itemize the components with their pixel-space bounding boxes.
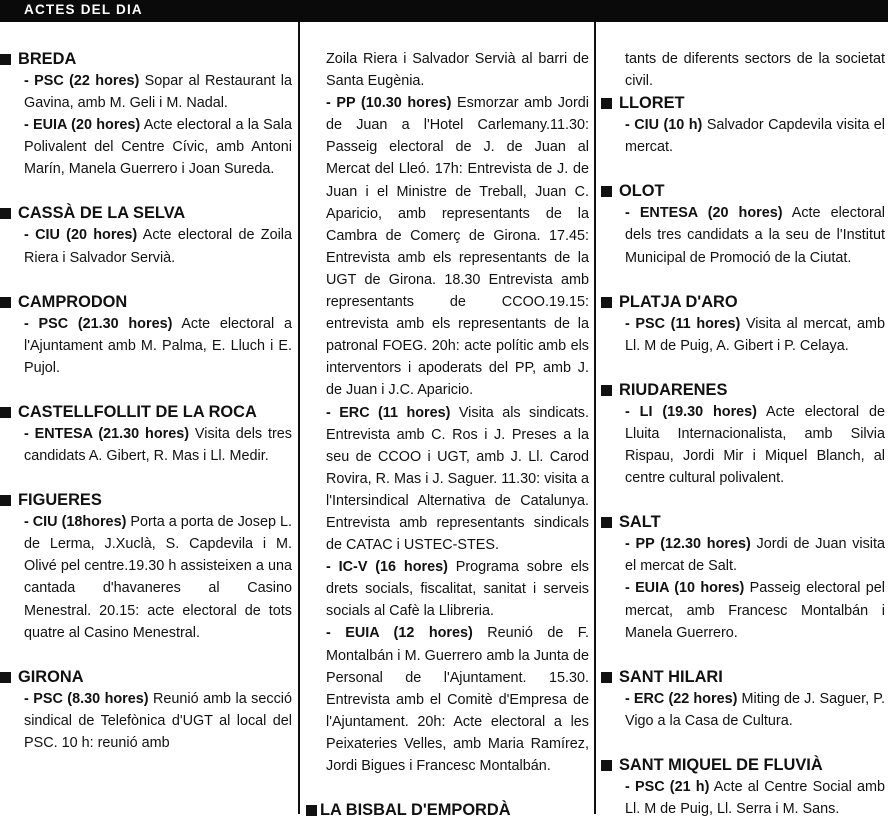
event-description: Programa sobre els drets socials, fiscalitat, sanitat i serveis socials al Cafè la Llibreria.: [326, 559, 589, 620]
event-description: Passeig electoral pel mercat, amb Francesc Montalbán i Manela Guerrero.: [625, 580, 885, 641]
event-entry: [306, 402, 589, 557]
spacer: [0, 180, 292, 202]
party-time-label: - ENTESA (20 hores): [625, 205, 783, 222]
event-entry: [306, 556, 589, 622]
event-description: Reunió amb la secció sindical de Telefònica d'UGT al local del PSC. 10 h: reunió amb: [24, 690, 292, 751]
spacer: [0, 269, 292, 291]
event-entry: [0, 114, 292, 180]
event-description: Salvador Capdevila visita el mercat.: [625, 117, 885, 156]
event-entry: [0, 511, 292, 644]
party-time-label: - CIU (10 h): [625, 117, 703, 134]
town-heading-castellfollit-de-la-roca: CASTELLFOLLIT DE LA ROCA: [0, 401, 292, 423]
spacer: [601, 644, 885, 666]
party-time-label: - EUIA (20 hores): [24, 117, 141, 134]
event-entry: [306, 622, 589, 777]
spacer: [601, 732, 885, 754]
event-entry: [601, 202, 885, 268]
event-entry: [601, 688, 885, 732]
town-heading-platja-d-aro: PLATJA D'ARO: [601, 291, 885, 313]
event-description: Sopar al Restaurant la Gavina, amb M. Geli i M. Nadal.: [24, 73, 292, 112]
party-time-label: - PSC (8.30 hores): [24, 690, 149, 707]
continued-text: tants de diferents sectors de la societat civil.: [625, 51, 885, 90]
party-time-label: - PP (10.30 hores): [326, 95, 452, 112]
event-description: Acte electoral dels tres candidats a la seu de l'Institut Municipal de Promoció de la Ciutat.: [625, 205, 885, 266]
party-time-label: - ERC (22 hores): [625, 690, 738, 707]
town-heading-cassa-de-la-selva: CASSÀ DE LA SELVA: [0, 202, 292, 224]
event-description: Acte electoral de Zoila Riera i Salvador Servià.: [24, 227, 292, 266]
event-description: Reunió de F. Montalbán i M. Guerrero amb la Junta de Personal de l'Ajuntament. 15.30. Entrevista amb el Comitè d'Empresa de l'Ajuntament. 20h: Acte electoral a les Peixateries Velles, amb Maria Ramírez, Jordi Bigues i Francesc Montalbán.: [326, 625, 589, 774]
spacer: [0, 379, 292, 401]
party-time-label: - EUIA (10 hores): [625, 580, 745, 597]
town-heading-salt: SALT: [601, 511, 885, 533]
party-time-label: - PSC (21 h): [625, 778, 710, 795]
spacer: [601, 269, 885, 291]
event-entry: [306, 92, 589, 401]
town-heading-girona: GIRONA: [0, 666, 292, 688]
town-heading-figueres: FIGUERES: [0, 489, 292, 511]
town-heading-breda: BREDA: [0, 48, 292, 70]
party-time-label: - ENTESA (21.30 hores): [24, 425, 190, 442]
party-time-label: - EUIA (12 hores): [326, 625, 473, 642]
page-body: [0, 22, 888, 820]
spacer: [601, 489, 885, 511]
town-heading-riudarenes: RIUDARENES: [601, 379, 885, 401]
section-header-bar: [0, 0, 888, 22]
event-entry: [601, 401, 885, 489]
column-2: [306, 22, 589, 840]
event-description: Visita dels tres candidats A. Gibert, R. Mas i Ll. Medir.: [24, 425, 292, 465]
event-entry: [601, 533, 885, 577]
event-entry: [601, 577, 885, 643]
party-time-label: - PSC (21.30 hores): [24, 315, 173, 332]
event-entry: [0, 224, 292, 268]
event-entry: [0, 70, 292, 114]
event-entry: [601, 114, 885, 158]
event-description: Esmorzar amb Jordi de Juan a l'Hotel Carlemany.11.30: Passeig electoral de J. de Juan al Mercat del Lleó. 17h: Entrevista de J. de Juan i el Ministre de Treball, Juan C. Aparicio, amb representants de la Cambra de Comerç de Girona. 17.45: Entrevista amb els representants de la UGT de Girona. 18.30 Entrevista amb representants de CCOO.19.15: entrevista amb els representants de la patronal FOEG. 20h: acte polític amb els interventors i apoderats del PP, amb J. de Juan i J.C. Aparicio.: [326, 95, 589, 399]
event-description: Acte electoral de Lluita Internacionalista, amb Silvia Rispau, Jordi Mir i Miquel Blanch, al centre cultural polivalent.: [625, 403, 885, 487]
town-heading-camprodon: CAMPRODON: [0, 291, 292, 313]
party-time-label: - CIU (18hores): [24, 514, 127, 531]
spacer: [306, 777, 589, 799]
event-entry: [0, 688, 292, 754]
spacer: [0, 467, 292, 489]
spacer: [601, 158, 885, 180]
party-time-label: - ERC (11 hores): [326, 404, 451, 421]
column-3: [601, 22, 885, 840]
party-time-label: - IC-V (16 hores): [326, 559, 448, 576]
town-heading-lloret: LLORET: [601, 92, 885, 114]
town-heading-la-bisbal-d-emporda: LA BISBAL D'EMPORDÀ: [306, 799, 589, 821]
event-entry: [601, 313, 885, 357]
event-entry: [0, 313, 292, 379]
event-entry: [601, 776, 885, 820]
event-description: Acte electoral a l'Ajuntament amb M. Palma, E. Lluch i E. Pujol.: [24, 315, 292, 376]
section-title: ACTES DEL DIA: [24, 2, 143, 17]
event-description: Miting de J. Saguer, P. Vigo a la Casa de Cultura.: [625, 690, 885, 729]
town-heading-olot: OLOT: [601, 180, 885, 202]
party-time-label: - CIU (20 hores): [24, 227, 138, 244]
event-description: Acte al Centre Social amb Ll. M de Puig, Ll. Serra i M. Sans.: [625, 778, 885, 817]
town-heading-sant-miquel-de-fluvia: SANT MIQUEL DE FLUVIÀ: [601, 754, 885, 776]
spacer: [0, 644, 292, 666]
event-description: Visita al mercat, amb Ll. M de Puig, A. Gibert i P. Celaya.: [625, 315, 885, 354]
party-time-label: - PSC (11 hores): [625, 315, 741, 332]
continued-text: Zoila Riera i Salvador Servià al barri de Santa Eugènia.: [326, 51, 589, 90]
town-heading-sant-hilari: SANT HILARI: [601, 666, 885, 688]
event-description: Porta a porta de Josep L. de Lerma, J.Xuclà, S. Capdevila i M. Olivé pel centre.19.30 h assisteixen a una cantada d'havaneres al Casino Menestral. 20.15: acte electoral de tots quatre al Casino Menestral.: [24, 514, 292, 641]
event-description: Acte electoral a la Sala Polivalent del Centre Cívic, amb Antoni Marín, Manela Guerrero i Joan Sureda.: [24, 117, 292, 178]
spacer: [601, 357, 885, 379]
event-description: Jordi de Juan visita el mercat de Salt.: [625, 536, 885, 575]
party-time-label: - PP (12.30 hores): [625, 536, 751, 553]
column-1: [0, 22, 292, 840]
event-entry: [0, 423, 292, 467]
event-description: Visita als sindicats. Entrevista amb C. Ros i J. Preses a la seu de CCOO i UGT, amb J. Ll. Carod Rovira, R. Mas i J. Saguer. 11.30: visita a l'Intersindical Alternativa de Catalunya. Entrevista amb representants sindicals de CATAC i USTEC-STES.: [326, 404, 589, 554]
party-time-label: - PSC (22 hores): [24, 73, 140, 89]
party-time-label: - LI (19.30 hores): [625, 403, 757, 420]
